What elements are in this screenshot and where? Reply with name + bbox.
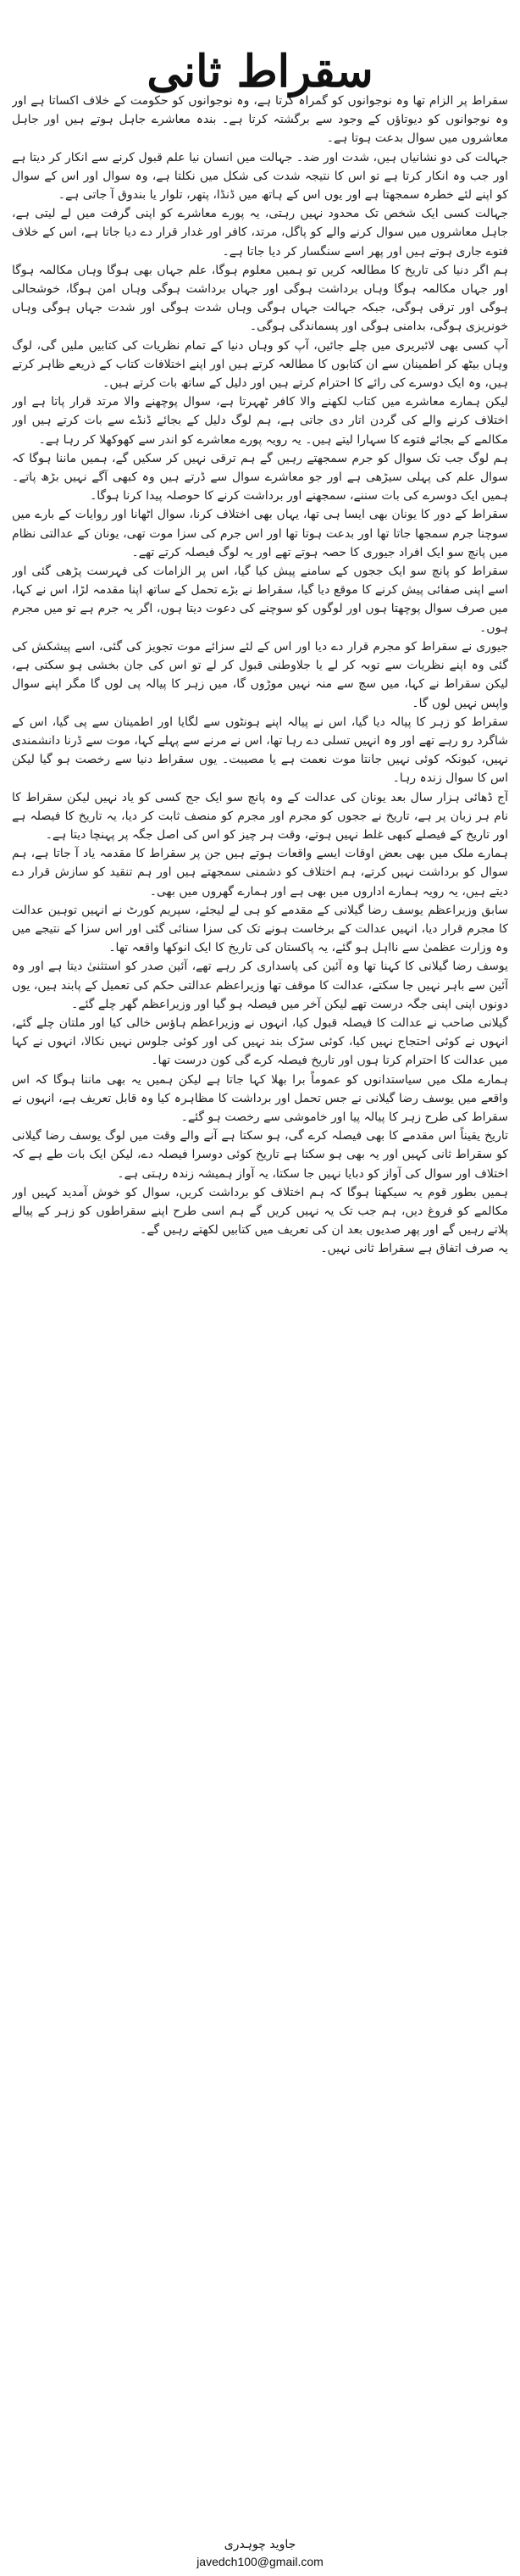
article-paragraph: سقراط کو زہر کا پیالہ دیا گیا، اس نے پیالہ اپنے ہونٹوں سے لگایا اور اطمینان سے پی گیا، اس کے شاگرد رو رہے تھے اور وہ انہیں تسلی دے رہا تھا، اس نے مرنے سے پہلے کہا، موت سے ڈرنا دانشمندی نہیں، کیونکہ کوئی نہیں جانتا موت نعمت ہے یا مصیبت۔ یوں سقراط دنیا سے رخصت ہو گیا لیکن اس کا سوال زندہ رہا۔ (12, 715, 508, 786)
article-closing-line: یہ صرف اتفاق ہے سقراط ثانی نہیں۔ (320, 1242, 508, 1256)
article-paragraph: جہالت کسی ایک شخص تک محدود نہیں رہتی، یہ پورے معاشرے کو اپنی گرفت میں لے لیتی ہے، جاہل معاشروں میں سوال کرنے والے کو پاگل، مرتد، کافر اور غدار قرار دے دیا جاتا ہے، اس کے خلاف فتوے جاری ہوتے ہیں اور پھر اسے سنگسار کر دیا جاتا ہے۔ (12, 207, 508, 259)
author-name: جاوید چوہدری (224, 2538, 296, 2551)
article-paragraph: گیلانی صاحب نے عدالت کا فیصلہ قبول کیا، انہوں نے وزیراعظم ہاؤس خالی کیا اور ملتان چلے گئے، انہوں نے کوئی احتجاج نہیں کیا، کوئی سڑک بند نہیں کی اور کوئی جلوس نہیں نکالا، انہوں نے کہا میں عدالت کا احترام کرتا ہوں اور تاریخ فیصلہ کرے گی کون درست تھا۔ (12, 1015, 508, 1068)
article-paragraph: ہمارے ملک میں سیاستدانوں کو عموماً برا بھلا کہا جاتا ہے لیکن ہمیں یہ بھی ماننا ہوگا کہ اس واقعے میں یوسف رضا گیلانی نے جس تحمل اور برداشت کا مظاہرہ کیا وہ قابل تعریف ہے، انہوں نے سقراط کی طرح زہر کا پیالہ پیا اور خاموشی سے رخصت ہو گئے۔ (12, 1072, 508, 1124)
article-paragraph: ہم اگر دنیا کی تاریخ کا مطالعہ کریں تو ہمیں معلوم ہوگا، علم جہاں بھی ہوگا وہاں مکالمہ ہوگا اور جہاں مکالمہ ہوگا وہاں برداشت ہوگی اور جہاں برداشت ہوگی وہاں امن ہوگا، خوشحالی ہوگی اور ترقی ہوگی، جبکہ جہالت جہاں ہوگی وہاں شدت ہوگی اور شدت جہاں ہوگی وہاں خونریزی ہوگی، بدامنی ہوگی اور پسماندگی ہوگی۔ (12, 263, 508, 334)
byline (0, 2536, 520, 2570)
article-paragraph: سقراط کے دور کا یونان بھی ایسا ہی تھا، یہاں بھی اختلاف کرنا، سوال اٹھانا اور روایات کے بارے میں سوچنا جرم سمجھا جاتا تھا اور بدعت ہوتا تھا اور اس جرم کی سزا موت تھی، یونان کے عدالتی نظام میں پانچ سو ایک افراد جیوری کا حصہ ہوتے تھے اور یہ لوگ فیصلہ کرتے تھے۔ (12, 508, 508, 559)
article-paragraph: ہم لوگ جب تک سوال کو جرم سمجھتے رہیں گے ہم ترقی نہیں کر سکیں گے، ہمیں ماننا ہوگا کہ سوال علم کی پہلی سیڑھی ہے اور جو معاشرے سوال سے ڈرتے ہیں وہ کبھی آگے نہیں بڑھ پاتے۔ ہمیں ایک دوسرے کی بات سننے، سمجھنے اور برداشت کرنے کا حوصلہ پیدا کرنا ہوگا۔ (12, 451, 508, 504)
article-paragraph: سابق وزیراعظم یوسف رضا گیلانی کے مقدمے کو ہی لے لیجئے، سپریم کورٹ نے انہیں توہین عدالت کا مجرم قرار دیا، انہیں عدالت کے برخاست ہونے تک کی سزا سنائی گئی اور اس سزا کے نتیجے میں وہ وزارت عظمیٰ سے نااہل ہو گئے، یہ پاکستان کی تاریخ کا ایک انوکھا واقعہ تھا۔ (12, 903, 508, 955)
article-paragraph: سقراط پر الزام تھا وہ نوجوانوں کو گمراہ کرتا ہے، وہ نوجوانوں کو حکومت کے خلاف اکساتا ہے اور وہ نوجوانوں کو دیوتاؤں کے وجود سے برگشتہ کرتا ہے۔ بندہ معاشرے جاہل ہوتے ہیں اور جاہل معاشروں میں سوال بدعت ہوتا ہے۔ (12, 94, 508, 146)
article-paragraph: ہمارے ملک میں بھی بعض اوقات ایسے واقعات ہوتے ہیں جن پر سقراط کا مقدمہ یاد آ جاتا ہے، ہم سوال کو برداشت نہیں کرتے، ہم اختلاف کو دشمنی سمجھتے ہیں اور ہم تنقید کو سازش قرار دے دیتے ہیں، یہ رویہ ہمارے اداروں میں بھی ہے اور ہمارے گھروں میں بھی۔ (12, 847, 508, 899)
article-paragraph: جیوری نے سقراط کو مجرم قرار دے دیا اور اس کے لئے سزائے موت تجویز کی گئی، اسے پیشکش کی گئی وہ اپنے نظریات سے توبہ کر لے یا جلاوطنی قبول کر لے تو اس کی جان بخشی ہو سکتی ہے، لیکن سقراط نے کہا، میں سچ سے منہ نہیں موڑوں گا، میں زہر کا پیالہ پی لوں گا مگر اپنے سوال واپس نہیں لوں گا۔ (12, 639, 508, 710)
article-paragraph: تاریخ یقیناً اس مقدمے کا بھی فیصلہ کرے گی، ہو سکتا ہے آنے والے وقت میں لوگ یوسف رضا گیلانی کو سقراط ثانی کہیں اور یہ بھی ہو سکتا ہے تاریخ کوئی دوسرا فیصلہ دے، لیکن ایک بات طے ہے کہ اختلاف اور سوال کی آواز کو دبایا نہیں جا سکتا، یہ آواز ہمیشہ زندہ رہتی ہے۔ (12, 1129, 508, 1181)
article-paragraph: آپ کسی بھی لائبریری میں چلے جائیں، آپ کو وہاں دنیا کے تمام نظریات کی کتابیں ملیں گی، لوگ وہاں بیٹھ کر اطمینان سے ان کتابوں کا مطالعہ کرتے ہیں اور اپنے اختلافات کتاب کے ذریعے ظاہر کرتے ہیں، وہ ایک دوسرے کی رائے کا احترام کرتے ہیں اور دلیل کے ساتھ بات کرتے ہیں۔ (12, 338, 508, 391)
article-body (12, 92, 508, 2533)
article-paragraph: سقراط کو پانچ سو ایک ججوں کے سامنے پیش کیا گیا، اس پر الزامات کی فہرست پڑھی گئی اور اسے اپنی صفائی پیش کرنے کا موقع دیا گیا، سقراط نے بڑے تحمل کے ساتھ اپنا مقدمہ لڑا، اس نے کہا، میں صرف سوال پوچھتا ہوں اور لوگوں کو سوچنے کی دعوت دیتا ہوں، اگر یہ جرم ہے تو میں مجرم ہوں۔ (12, 565, 508, 635)
author-email: javedch100@gmail.com (196, 2555, 324, 2568)
article-paragraph: لیکن ہمارے معاشرے میں کتاب لکھنے والا کافر ٹھہرتا ہے، سوال پوچھنے والا مرتد قرار پاتا ہے اور اختلاف کرنے والے کی گردن اتار دی جاتی ہے، ہم لوگ دلیل کے بجائے ڈنڈے سے بات کرتے ہیں اور مکالمے کے بجائے فتوے کا سہارا لیتے ہیں۔ یہ رویہ پورے معاشرے کو اندر سے کھوکھلا کر رہا ہے۔ (12, 395, 508, 447)
article-paragraph: ہمیں بطور قوم یہ سیکھنا ہوگا کہ ہم اختلاف کو برداشت کریں، سوال کو خوش آمدید کہیں اور مکالمے کو فروغ دیں، ہم جب تک یہ نہیں کریں گے ہم اسی طرح اپنے سقراطوں کو زہر کے پیالے پلاتے رہیں گے اور پھر صدیوں بعد ان کی تعریف میں کتابیں لکھتے رہیں گے۔ (12, 1185, 508, 1238)
article-paragraph: آج ڈھائی ہزار سال بعد یونان کی عدالت کے وہ پانچ سو ایک جج کسی کو یاد نہیں لیکن سقراط کا نام ہر زبان پر ہے، تاریخ نے ججوں کو مجرم اور مجرم کو منصف ثابت کر دیا، یہ تاریخ کا فیصلہ ہے اور تاریخ کے فیصلے کبھی غلط نہیں ہوتے، وقت ہر چیز کو اس کی اصل جگہ پر پہنچا دیتا ہے۔ (12, 790, 508, 842)
article-paragraph: جہالت کی دو نشانیاں ہیں، شدت اور ضد۔ جہالت میں انسان نیا علم قبول کرنے سے انکار کر دیتا ہے اور جب وہ انکار کرتا ہے تو اس کا نتیجہ شدت کی شکل میں نکلتا ہے، وہ سوال اور اس کے سوال کو اپنے لئے خطرہ سمجھتا ہے اور یوں اس کے ہاتھ میں ڈنڈا، پتھر، تلوار یا بندوق آ جاتی ہے۔ (12, 150, 508, 203)
article-paragraph: یوسف رضا گیلانی کا کہنا تھا وہ آئین کی پاسداری کر رہے تھے، آئین صدر کو استثنیٰ دیتا ہے اور وہ آئین سے باہر نہیں جا سکتے، عدالت کا موقف تھا وزیراعظم عدالتی حکم کی تعمیل کے پابند ہیں، یوں دونوں اپنی اپنی جگہ درست تھے لیکن آخر میں فیصلہ ہو گیا اور وزیراعظم گھر چلے گئے۔ (12, 960, 508, 1011)
article-title: سقراط ثانی (147, 45, 373, 97)
